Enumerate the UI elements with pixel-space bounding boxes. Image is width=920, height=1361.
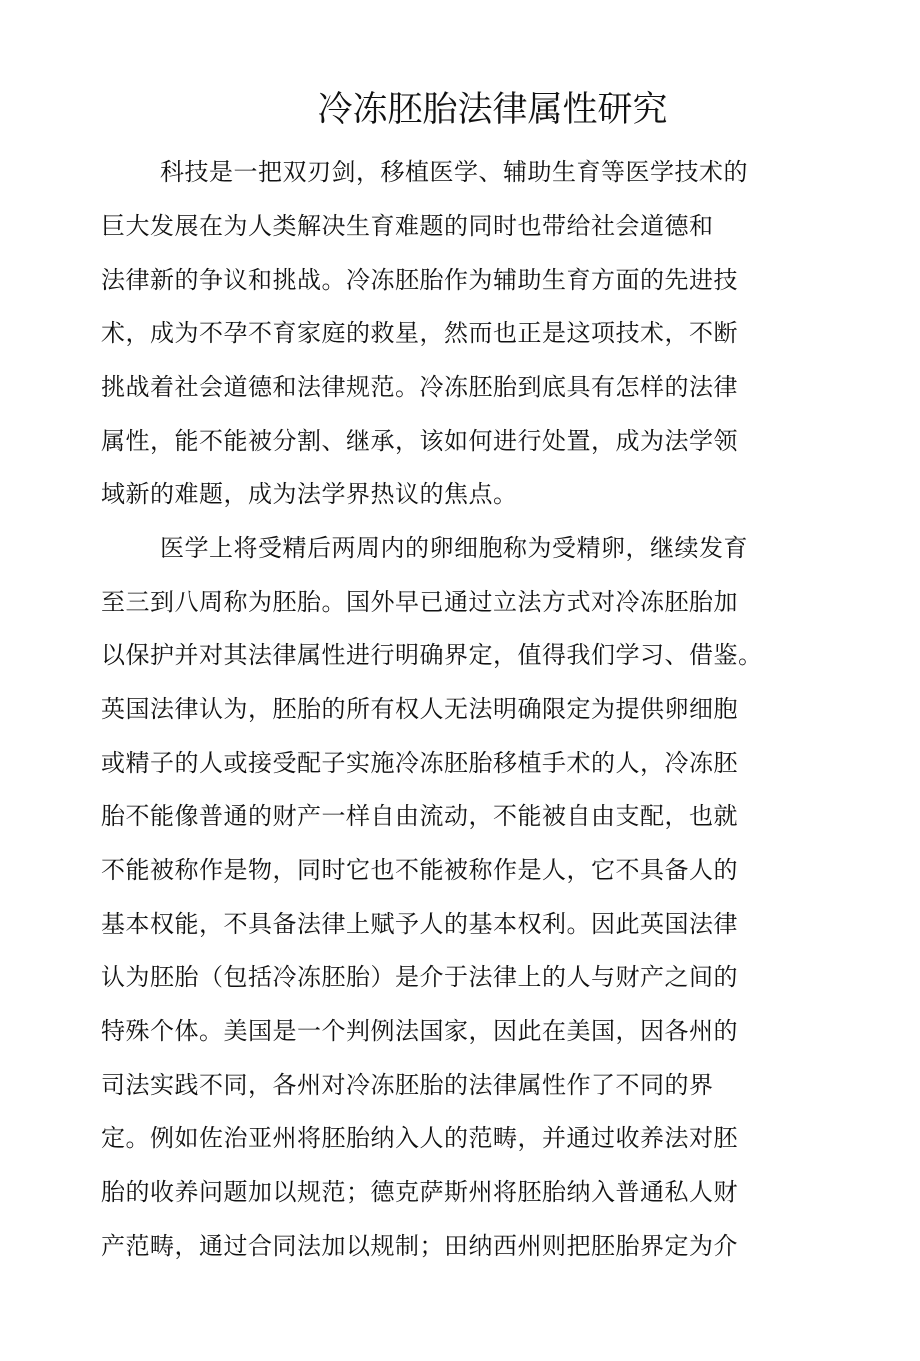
paragraph-line: 属性，能不能被分割、继承，该如何进行处置，成为法学领 xyxy=(101,427,738,455)
paragraph-line: 科技是一把双刃剑，移植医学、辅助生育等医学技术的 xyxy=(160,158,748,186)
paragraph-line: 医学上将受精后两周内的卵细胞称为受精卵，继续发育 xyxy=(160,534,748,562)
paragraph-line: 巨大发展在为人类解决生育难题的同时也带给社会道德和 xyxy=(101,212,714,240)
paragraph-line: 域新的难题，成为法学界热议的焦点。 xyxy=(101,480,518,508)
paragraph-line: 不能被称作是物，同时它也不能被称作是人，它不具备人的 xyxy=(101,856,738,884)
paragraph-line: 至三到八周称为胚胎。国外早已通过立法方式对冷冻胚胎加 xyxy=(101,588,738,616)
paragraph-line: 司法实践不同，各州对冷冻胚胎的法律属性作了不同的界 xyxy=(101,1071,714,1099)
document-title: 冷冻胚胎法律属性研究 xyxy=(317,90,668,130)
paragraph-line: 以保护并对其法律属性进行明确界定，值得我们学习、借鉴。 xyxy=(101,641,763,669)
paragraph-line: 胎不能像普通的财产一样自由流动，不能被自由支配，也就 xyxy=(101,802,738,830)
paragraph-line: 基本权能，不具备法律上赋予人的基本权利。因此英国法律 xyxy=(101,910,738,938)
paragraph-line: 术，成为不孕不育家庭的救星，然而也正是这项技术，不断 xyxy=(101,319,738,347)
paragraph-line: 法律新的争议和挑战。冷冻胚胎作为辅助生育方面的先进技 xyxy=(101,266,738,294)
paragraph-line: 定。例如佐治亚州将胚胎纳入人的范畴，并通过收养法对胚 xyxy=(101,1124,738,1152)
paragraph-line: 认为胚胎（包括冷冻胚胎）是介于法律上的人与财产之间的 xyxy=(101,963,738,991)
paragraph-line: 或精子的人或接受配子实施冷冻胚胎移植手术的人，冷冻胚 xyxy=(101,749,738,777)
paragraph-line: 特殊个体。美国是一个判例法国家，因此在美国，因各州的 xyxy=(101,1017,738,1045)
paragraph-line: 英国法律认为，胚胎的所有权人无法明确限定为提供卵细胞 xyxy=(101,695,738,723)
paragraph-line: 挑战着社会道德和法律规范。冷冻胚胎到底具有怎样的法律 xyxy=(101,373,738,401)
paragraph-line: 产范畴，通过合同法加以规制；田纳西州则把胚胎界定为介 xyxy=(101,1232,738,1260)
paragraph-line: 胎的收养问题加以规范；德克萨斯州将胚胎纳入普通私人财 xyxy=(101,1178,738,1206)
